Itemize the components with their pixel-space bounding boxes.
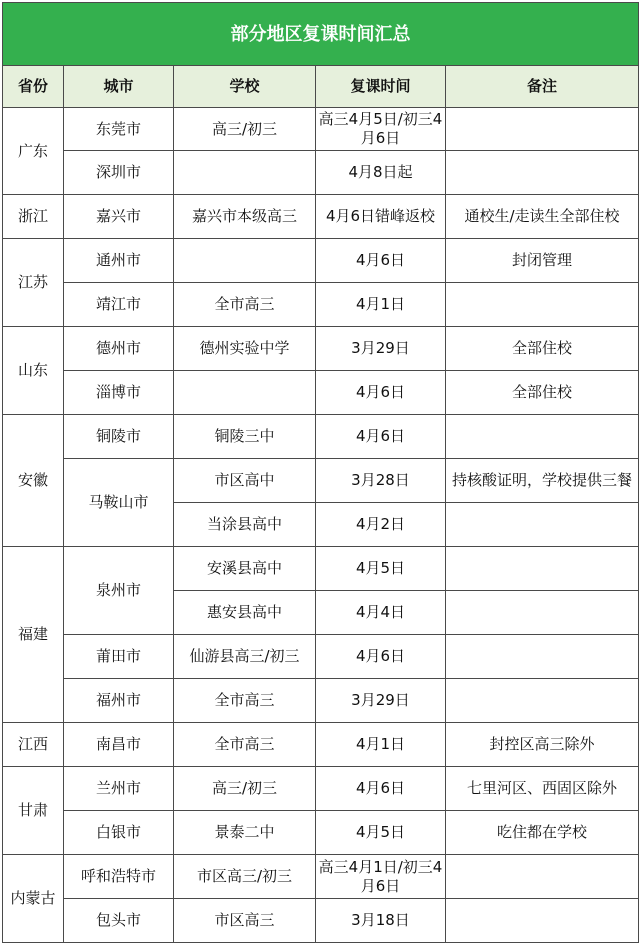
province-cell: 安徽 (3, 415, 64, 547)
table-row (3, 371, 639, 415)
note-cell (446, 283, 639, 327)
time-cell: 3月29日 (316, 327, 446, 371)
school-reopening-table (2, 2, 639, 943)
note-cell (446, 635, 639, 679)
city-cell: 莆田市 (64, 635, 174, 679)
city-cell: 泉州市 (64, 547, 174, 635)
table-row (3, 899, 639, 943)
time-cell: 4月2日 (316, 503, 446, 547)
school-cell (174, 371, 316, 415)
school-cell: 高三/初三 (174, 108, 316, 151)
table-title: 部分地区复课时间汇总 (3, 3, 639, 66)
city-cell: 嘉兴市 (64, 195, 174, 239)
header-school: 学校 (174, 66, 316, 108)
school-cell: 惠安县高中 (174, 591, 316, 635)
time-cell: 4月5日 (316, 811, 446, 855)
header-province: 省份 (3, 66, 64, 108)
table-row (3, 855, 639, 899)
school-cell: 全市高三 (174, 283, 316, 327)
note-cell: 通校生/走读生全部住校 (446, 195, 639, 239)
header-reopen-time: 复课时间 (316, 66, 446, 108)
province-cell: 福建 (3, 547, 64, 723)
note-cell: 封控区高三除外 (446, 723, 639, 767)
city-cell: 南昌市 (64, 723, 174, 767)
table-row (3, 811, 639, 855)
table-row (3, 767, 639, 811)
table-row (3, 415, 639, 459)
note-cell: 七里河区、西固区除外 (446, 767, 639, 811)
school-cell: 景泰二中 (174, 811, 316, 855)
time-cell: 3月18日 (316, 899, 446, 943)
time-cell: 高三4月1日/初三4月6日 (316, 855, 446, 899)
school-cell: 德州实验中学 (174, 327, 316, 371)
table-row (3, 239, 639, 283)
table-row (3, 547, 639, 591)
province-cell: 江西 (3, 723, 64, 767)
time-cell: 3月28日 (316, 459, 446, 503)
city-cell: 德州市 (64, 327, 174, 371)
header-note: 备注 (446, 66, 639, 108)
city-cell: 东莞市 (64, 108, 174, 151)
time-cell: 3月29日 (316, 679, 446, 723)
city-cell: 兰州市 (64, 767, 174, 811)
table-row (3, 679, 639, 723)
school-cell (174, 239, 316, 283)
note-cell: 全部住校 (446, 327, 639, 371)
school-cell: 嘉兴市本级高三 (174, 195, 316, 239)
note-cell (446, 151, 639, 195)
note-cell (446, 679, 639, 723)
city-cell: 通州市 (64, 239, 174, 283)
time-cell: 4月8日起 (316, 151, 446, 195)
note-cell (446, 503, 639, 547)
table-row (3, 108, 639, 151)
province-cell: 浙江 (3, 195, 64, 239)
school-cell: 市区高三/初三 (174, 855, 316, 899)
school-cell: 全市高三 (174, 679, 316, 723)
province-cell: 江苏 (3, 239, 64, 327)
city-cell: 深圳市 (64, 151, 174, 195)
province-cell: 内蒙古 (3, 855, 64, 943)
school-cell: 仙游县高三/初三 (174, 635, 316, 679)
note-cell (446, 591, 639, 635)
note-cell (446, 108, 639, 151)
school-cell: 铜陵三中 (174, 415, 316, 459)
time-cell: 4月5日 (316, 547, 446, 591)
city-cell: 福州市 (64, 679, 174, 723)
time-cell: 4月1日 (316, 723, 446, 767)
table-row (3, 635, 639, 679)
time-cell: 4月6日 (316, 415, 446, 459)
note-cell: 封闭管理 (446, 239, 639, 283)
time-cell: 4月1日 (316, 283, 446, 327)
table-row (3, 327, 639, 371)
city-cell: 淄博市 (64, 371, 174, 415)
note-cell: 全部住校 (446, 371, 639, 415)
note-cell: 持核酸证明，学校提供三餐 (446, 459, 639, 503)
city-cell: 靖江市 (64, 283, 174, 327)
note-cell: 吃住都在学校 (446, 811, 639, 855)
province-cell: 甘肃 (3, 767, 64, 855)
school-cell: 市区高中 (174, 459, 316, 503)
city-cell: 白银市 (64, 811, 174, 855)
school-cell: 安溪县高中 (174, 547, 316, 591)
note-cell (446, 855, 639, 899)
school-cell: 市区高三 (174, 899, 316, 943)
table-row (3, 283, 639, 327)
school-cell: 全市高三 (174, 723, 316, 767)
city-cell: 呼和浩特市 (64, 855, 174, 899)
time-cell: 4月6日错峰返校 (316, 195, 446, 239)
city-cell: 铜陵市 (64, 415, 174, 459)
time-cell: 4月4日 (316, 591, 446, 635)
time-cell: 高三4月5日/初三4月6日 (316, 108, 446, 151)
time-cell: 4月6日 (316, 239, 446, 283)
note-cell (446, 899, 639, 943)
city-cell: 包头市 (64, 899, 174, 943)
note-cell (446, 415, 639, 459)
time-cell: 4月6日 (316, 635, 446, 679)
time-cell: 4月6日 (316, 371, 446, 415)
province-cell: 广东 (3, 108, 64, 195)
table-row (3, 723, 639, 767)
header-city: 城市 (64, 66, 174, 108)
time-cell: 4月6日 (316, 767, 446, 811)
city-cell: 马鞍山市 (64, 459, 174, 547)
school-cell: 高三/初三 (174, 767, 316, 811)
note-cell (446, 547, 639, 591)
table-row (3, 151, 639, 195)
province-cell: 山东 (3, 327, 64, 415)
school-cell (174, 151, 316, 195)
summary-table-container (0, 2, 640, 949)
school-cell: 当涂县高中 (174, 503, 316, 547)
table-row (3, 195, 639, 239)
table-row (3, 459, 639, 503)
